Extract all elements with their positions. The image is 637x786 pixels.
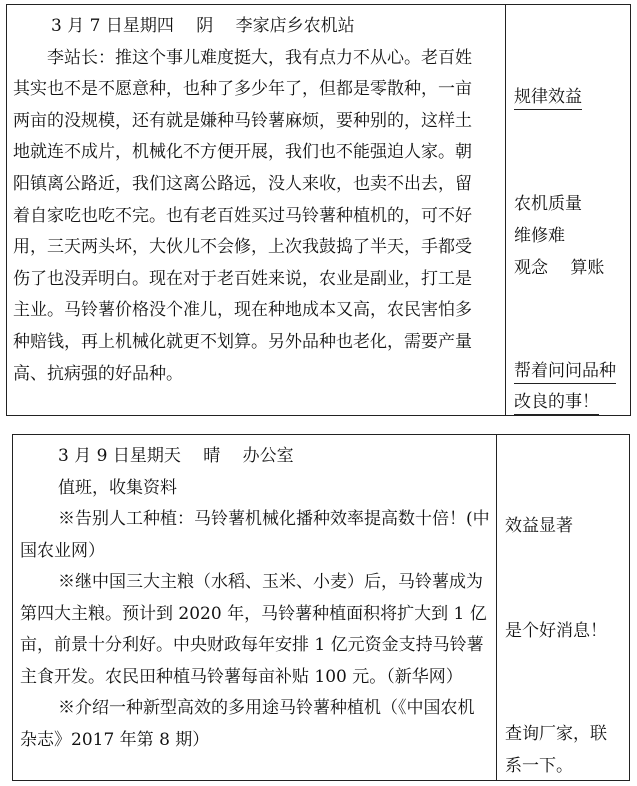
margin-note: 系一下。 xyxy=(505,756,573,776)
paragraph-line: 杂志》2017 年第 8 期） xyxy=(20,729,210,750)
paragraph-line: ※继中国三大主粮（水稻、玉米、小麦）后，马铃薯成为 xyxy=(58,572,483,592)
column-divider xyxy=(505,5,506,415)
paragraph-line: 用，三天两头坏，大伙儿不会修，上次我鼓捣了半天，手都受 xyxy=(13,237,472,258)
paragraph-line: 种赔钱，再上机械化就更不划算。另外品种也老化，需要产量 xyxy=(13,331,472,352)
paragraph-line: 伤了也没弄明白。现在对于老百姓来说，农业是副业，打工是 xyxy=(13,268,472,289)
paragraph-line: 值班，收集资料 xyxy=(58,477,177,498)
paragraph-line: 着自家吃也吃不完。也有老百姓买过马铃薯种植机的，可不好 xyxy=(13,205,472,226)
entry-header: 3 月 7 日星期四 阴 李家店乡农机站 xyxy=(51,16,355,36)
margin-note: 效益显著 xyxy=(505,516,573,536)
margin-note: 帮着问问品种 xyxy=(514,359,616,384)
paragraph-line: 其实也不是不愿意种，也种了多少年了，但都是零散种，一亩 xyxy=(13,79,472,100)
margin-note: 是个好消息！ xyxy=(505,621,607,641)
diary-entry-march-7 xyxy=(6,4,631,416)
paragraph-line: ※介绍一种新型高效的多用途马铃薯种植机（《中国农机 xyxy=(58,698,475,718)
column-divider xyxy=(496,435,497,780)
paragraph-line: 国农业网） xyxy=(20,540,105,561)
entry-content xyxy=(13,435,490,756)
paragraph-line: ※告别人工种植：马铃薯机械化播种效率提高数十倍！(中 xyxy=(58,509,490,529)
paragraph-line: 李站长：推这个事儿难度挺大，我有点力不从心。老百姓 xyxy=(47,47,472,68)
margin-note: 查询厂家，联 xyxy=(505,724,607,744)
diary-entry-march-9 xyxy=(12,434,630,781)
margin-note: 改良的事！ xyxy=(514,390,599,415)
margin-note: 维修难 xyxy=(514,226,565,246)
paragraph-line: 亩，前景十分利好。中央财政每年安排 1 亿元资金支持马铃薯 xyxy=(20,635,484,655)
paragraph-line: 主业。马铃薯价格没个准儿，现在种地成本又高，农民害怕多 xyxy=(13,300,472,321)
margin-note: 观念 算账 xyxy=(514,258,605,278)
paragraph-line: 地就连不成片，机械化不方便开展，我们也不能强迫人家。朝 xyxy=(13,142,472,163)
paragraph-line: 高、抗病强的好品种。 xyxy=(13,363,183,384)
margin-note: 规律效益 xyxy=(514,85,582,110)
paragraph-line: 第四大主粮。预计到 2020 年，马铃薯种植面积将扩大到 1 亿 xyxy=(20,603,487,624)
paragraph-line: 主食开发。农民田种植马铃薯每亩补贴 100 元。（新华网） xyxy=(20,666,463,687)
paragraph-line: 阳镇离公路近，我们这离公路远，没人来收，也卖不出去，留 xyxy=(13,173,472,194)
paragraph-line: 两亩的没规模，还有就是嫌种马铃薯麻烦，要种别的，这样土 xyxy=(13,110,472,131)
margin-note: 农机质量 xyxy=(514,194,582,214)
entry-header: 3 月 9 日星期天 晴 办公室 xyxy=(58,446,294,466)
entry-content xyxy=(7,5,499,390)
